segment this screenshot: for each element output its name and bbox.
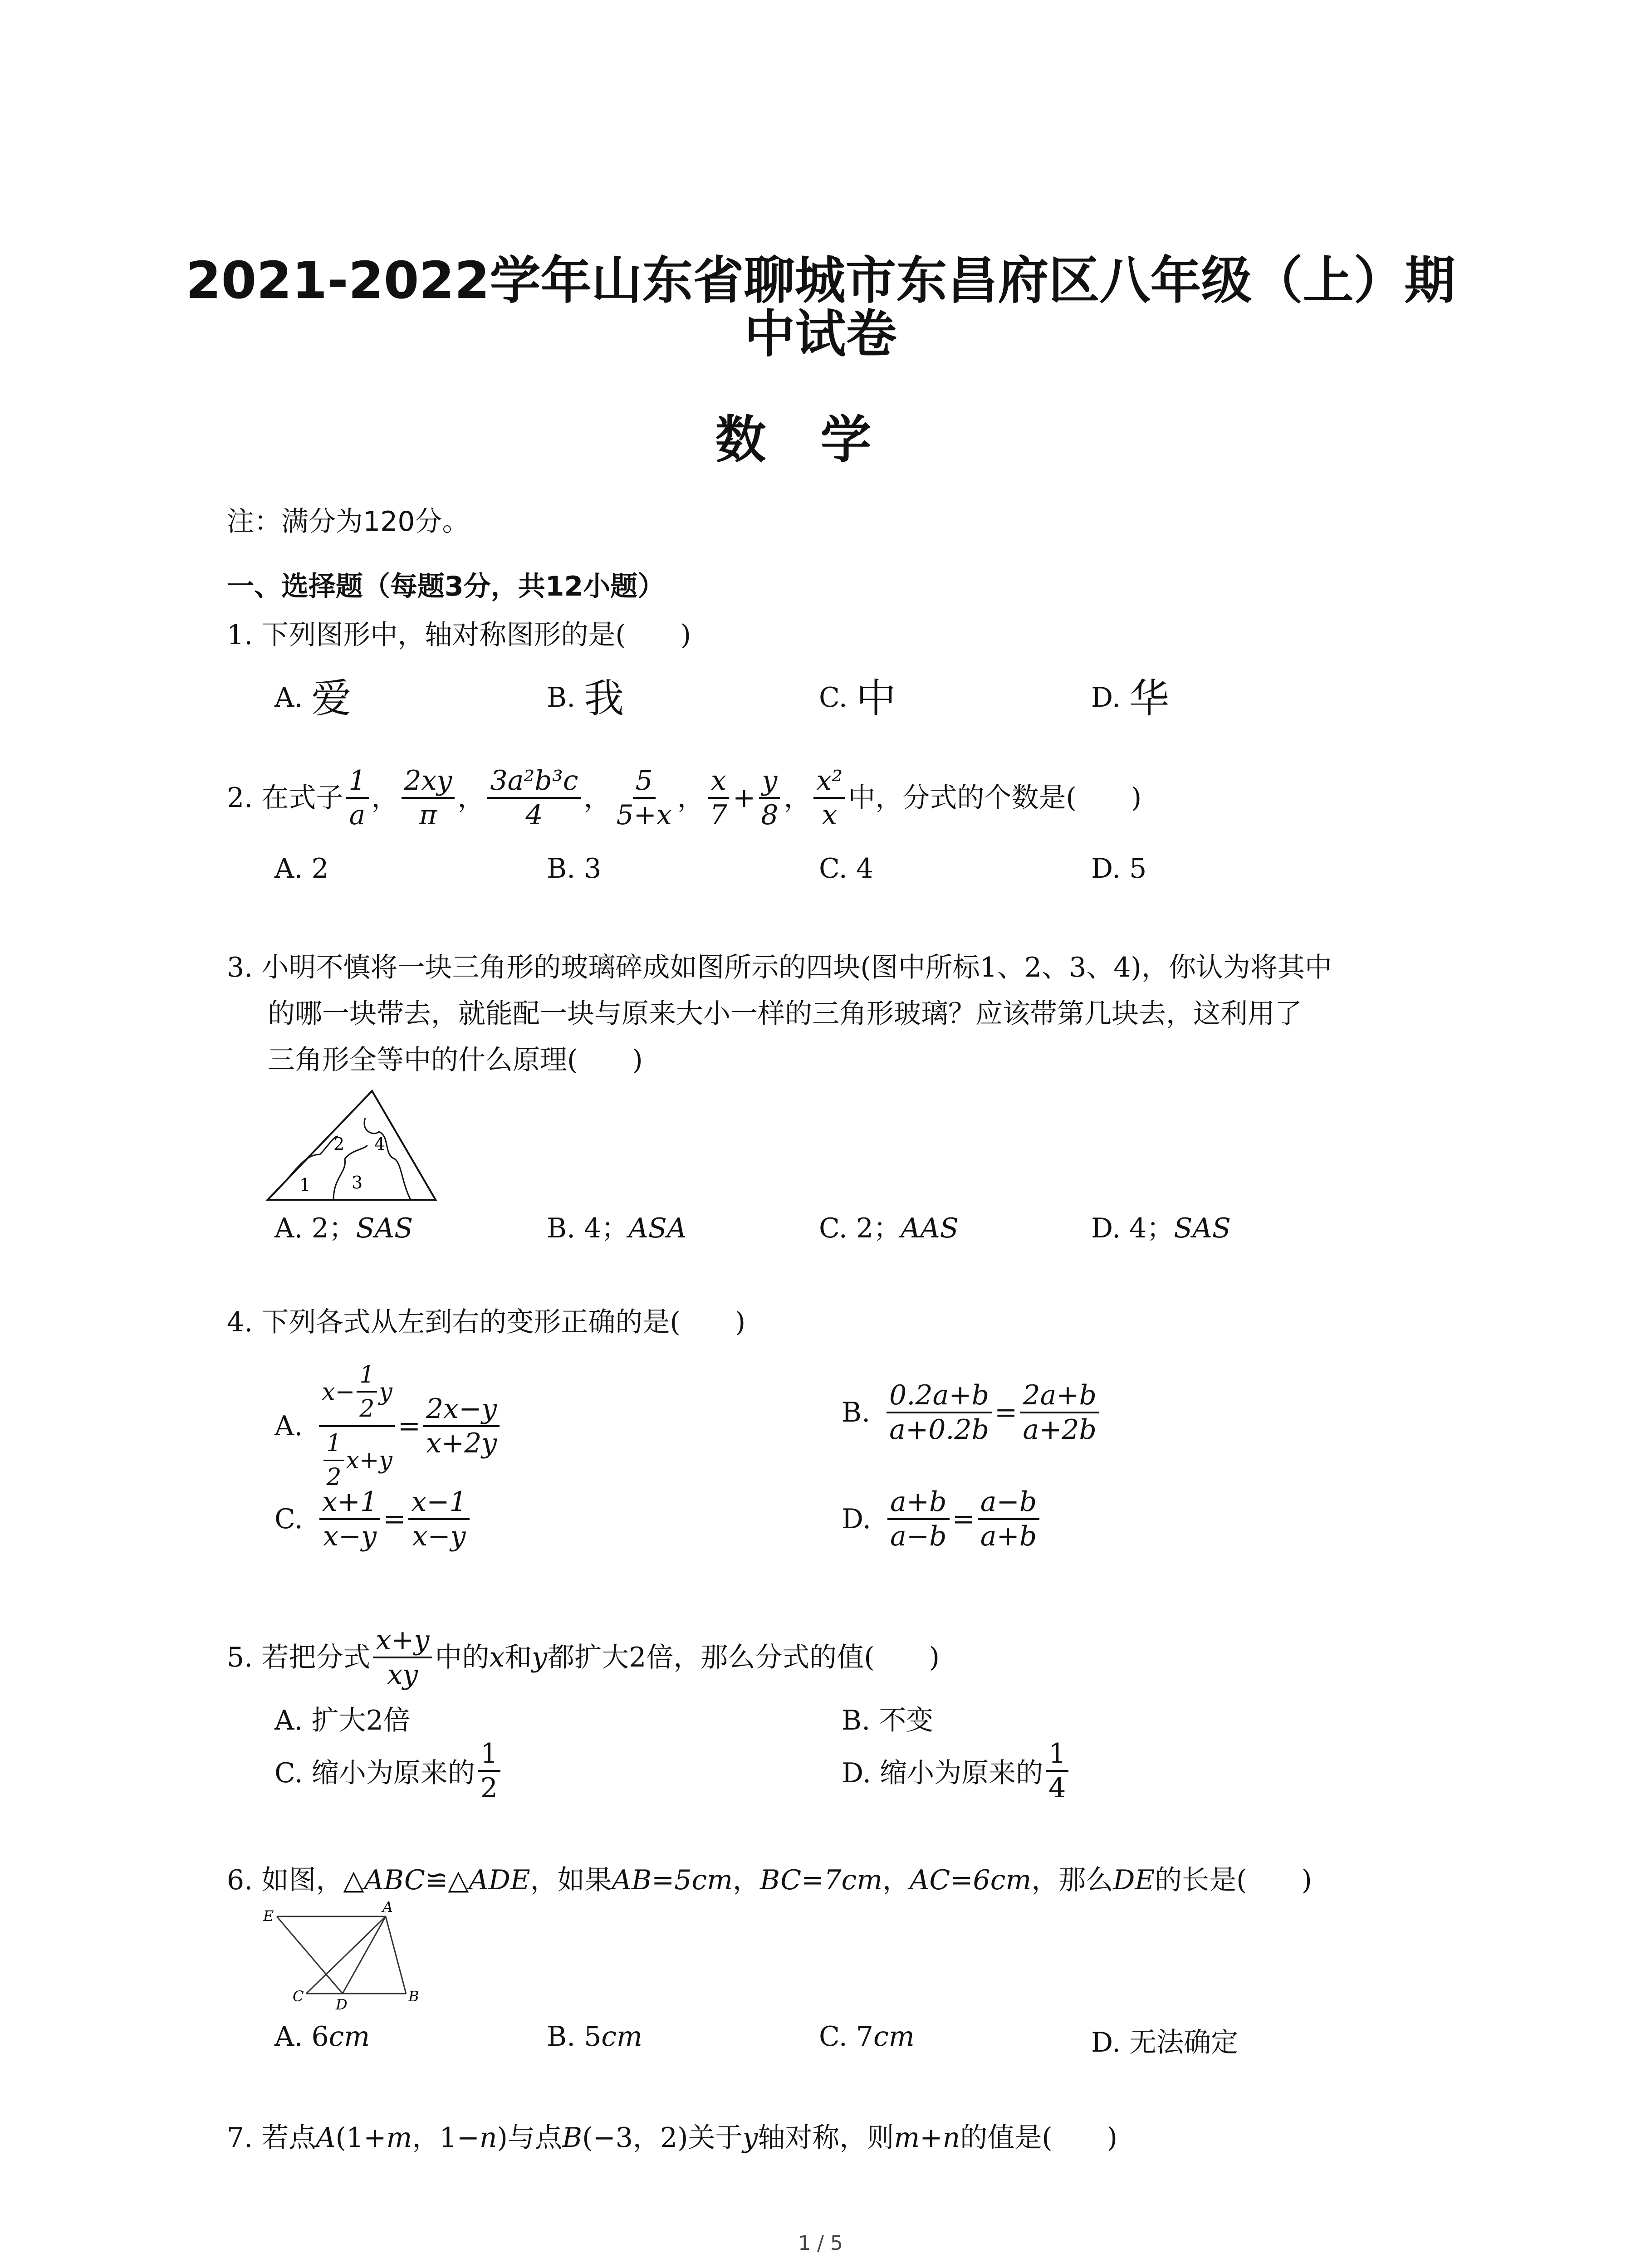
q6-stem: 6. 如图，△ABC≌△ADE，如果AB=5cm，BC=7cm，AC=6cm，那么DE的长是( ) [227, 1864, 1312, 1896]
q4-stem: 4. 下列各式从左到右的变形正确的是( ) [227, 1306, 746, 1338]
q6-label-d: D [336, 1996, 348, 2013]
title-line-1: 2021-2022学年山东省聊城市东昌府区八年级（上）期 [186, 251, 1455, 310]
q3-option-d[interactable]: D. 4；SAS [1091, 1212, 1231, 1244]
q4-a-complex-fraction: x− $\frac{1}{2}$ y $\frac{1}{2}$ x+y [319, 1359, 395, 1494]
q2-frac-3: $\frac{\text{3a²b³c}}{4}$ [487, 764, 581, 831]
q6-option-b[interactable]: B. 5cm [547, 2021, 642, 2053]
q3-fig-label-4: 4 [374, 1134, 386, 1154]
q1-option-d[interactable]: D. 华 [1091, 675, 1170, 722]
section-heading: 一、选择题（每题3分，共12小题） [227, 571, 665, 602]
q6-triangle-figure [261, 1901, 442, 2014]
q2-frac-5: $\frac{x}{7}$ [707, 764, 730, 831]
q2-frac-1: $\frac{1}{a}$ [346, 764, 368, 831]
q6-option-d[interactable]: D. 无法确定 [1091, 2027, 1239, 2058]
q2-option-d[interactable]: D. 5 [1091, 853, 1147, 885]
q2-frac-7: $\frac{\text{x²}}{x}$ [813, 764, 845, 831]
q6-label-e: E [263, 1907, 274, 1925]
q5-option-b[interactable]: B. 不变 [842, 1705, 934, 1736]
q3-line-1: 3. 小明不慎将一块三角形的玻璃碎成如图所示的四块(图中所标1、2、3、4)，你认为将其中 [227, 952, 1332, 983]
q1-option-c[interactable]: C. 中 [819, 675, 896, 722]
subject-heading: 数学 [715, 411, 926, 469]
q2-option-c[interactable]: C. 4 [819, 853, 874, 885]
q3-fig-label-2: 2 [333, 1134, 345, 1154]
q3-broken-glass-figure [265, 1086, 438, 1204]
q3-fig-label-3: 3 [352, 1173, 363, 1193]
q6-label-c: C [293, 1988, 304, 2005]
q6-label-a: A [382, 1901, 393, 1916]
note: 注：满分为120分。 [227, 506, 470, 538]
q4-d-rhs: $\frac{a-b}{a+b}$ [978, 1486, 1039, 1553]
q1-glyph-a: 爱 [311, 675, 352, 722]
page-number: 1 / 5 [798, 2232, 843, 2255]
q4-b-lhs: $\frac{0.2a+b}{a+0.2b}$ [887, 1379, 992, 1446]
q4-option-a[interactable]: A. x− $\frac{1}{2}$ y $\frac{1}{2}$ x+y = $\frac{2x-y}{x+2y}$ [274, 1359, 502, 1494]
q5-option-a[interactable]: A. 扩大2倍 [274, 1705, 411, 1736]
q1-option-a[interactable]: A. 爱 [274, 675, 352, 722]
q1-stem: 1. 下列图形中，轴对称图形的是( ) [227, 619, 691, 651]
title-line-2: 中试卷 [744, 305, 897, 364]
q5-option-d[interactable]: D. 缩小为原来的 $\frac{1}{4}$ [842, 1737, 1071, 1804]
q6-label-b: B [408, 1988, 419, 2005]
q6-option-a[interactable]: A. 6cm [274, 2021, 370, 2053]
q5-stem: 5. 若把分式 $\frac{x+y}{xy}$ 中的 x 和 y 都扩大2倍，那么分式的值( ) [227, 1624, 940, 1691]
q2-option-a[interactable]: A. 2 [274, 853, 329, 885]
q5-option-c[interactable]: C. 缩小为原来的 $\frac{1}{2}$ [274, 1737, 503, 1804]
q4-c-rhs: $\frac{x-1}{x-y}$ [408, 1486, 469, 1553]
q4-option-d[interactable]: D. $\frac{a+b}{a-b}$ = $\frac{a-b}{a+b}$ [842, 1486, 1042, 1553]
q3-option-c[interactable]: C. 2；AAS [819, 1212, 959, 1244]
q2-frac-6: $\frac{y}{8}$ [758, 764, 781, 831]
q3-option-a[interactable]: A. 2；SAS [274, 1212, 413, 1244]
q4-option-c[interactable]: C. $\frac{x+1}{x-y}$ = $\frac{x-1}{x-y}$ [274, 1486, 472, 1553]
q1-option-b[interactable]: B. 我 [547, 675, 624, 722]
q4-option-b[interactable]: B. $\frac{0.2a+b}{a+0.2b}$ = $\frac{2a+b}{a+2b}$ [842, 1379, 1102, 1446]
q3-line-2: 的哪一块带去，就能配一块与原来大小一样的三角形玻璃？应该带第几块去，这利用了 [268, 998, 1302, 1030]
q3-line-3: 三角形全等中的什么原理( ) [268, 1044, 643, 1076]
q7-stem: 7. 若点A(1+m，1−n)与点B(−3，2)关于y轴对称，则m+n的值是( ) [227, 2122, 1118, 2154]
q1-glyph-c: 中 [856, 675, 896, 722]
q2-frac-2: $\frac{2xy}{\pi}$ [402, 764, 455, 831]
q2-option-b[interactable]: B. 3 [547, 853, 602, 885]
q3-fig-label-1: 1 [299, 1175, 311, 1195]
q2-frac-4: $\frac{5}{5+x}$ [616, 765, 672, 831]
q2-stem: 2. 在式子 $\frac{1}{a}$ ， $\frac{2xy}{\pi}$ ， $\frac{\text{3a²b³c}}{4}$ ， $\frac{5}{5+x}$ ， $\frac{x}{7}$ + $\frac{y}{8}$ ， $\frac{\text{x²}}{x}$ 中，分式的个数是( ) [227, 765, 1142, 831]
q3-option-b[interactable]: B. 4；ASA [547, 1212, 687, 1244]
q4-a-rhs: $\frac{2x-y}{x+2y}$ [423, 1393, 500, 1460]
q6-option-c[interactable]: C. 7cm [819, 2021, 915, 2053]
q4-c-lhs: $\frac{x+1}{x-y}$ [319, 1486, 380, 1553]
q4-b-rhs: $\frac{2a+b}{a+2b}$ [1020, 1379, 1099, 1446]
q4-d-lhs: $\frac{a+b}{a-b}$ [887, 1486, 949, 1553]
q1-glyph-b: 我 [584, 675, 624, 722]
q5-fraction: $\frac{x+y}{xy}$ [373, 1624, 432, 1691]
q1-glyph-d: 华 [1129, 675, 1170, 722]
